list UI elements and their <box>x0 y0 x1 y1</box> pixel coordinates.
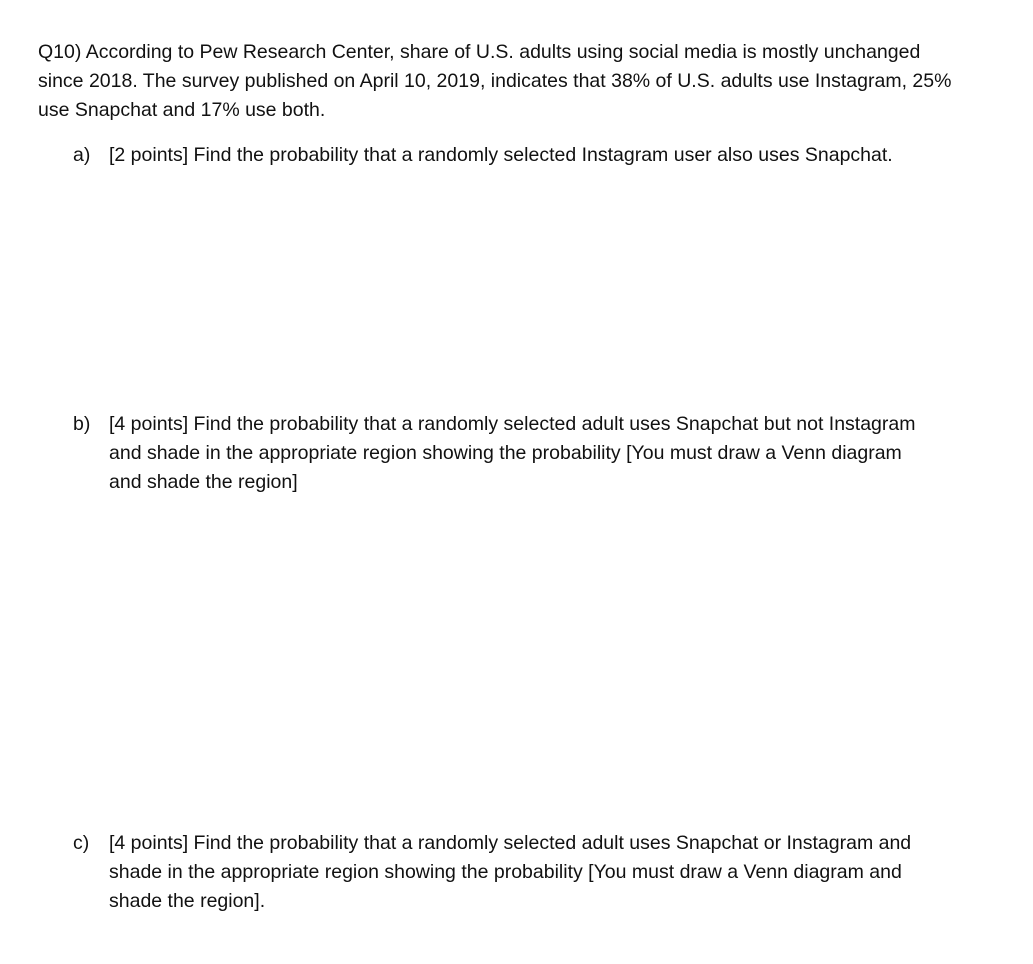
part-c-marker: c) <box>73 832 90 854</box>
part-a-text <box>109 141 989 170</box>
part-b-marker: b) <box>73 413 91 435</box>
part-c-line: [4 points] Find the probability that a randomly selected adult uses Snapchat or Instagram and <box>109 832 912 854</box>
part-a-marker: a) <box>73 144 91 166</box>
question-intro <box>38 38 998 125</box>
part-b-text <box>109 410 989 497</box>
answer-space-b <box>38 500 998 820</box>
question-line: use Snapchat and 17% use both. <box>38 99 326 121</box>
part-b-line: [4 points] Find the probability that a randomly selected adult uses Snapchat but not Instagram <box>109 413 916 435</box>
part-c-line: shade the region]. <box>109 890 266 912</box>
question-line: since 2018. The survey published on April 10, 2019, indicates that 38% of U.S. adults use Instagram, 25% <box>38 70 952 92</box>
part-b-line: and shade the region] <box>109 471 298 493</box>
question-line: Q10) According to Pew Research Center, share of U.S. adults using social media is mostly unchanged <box>38 41 921 63</box>
answer-space-a <box>38 185 998 400</box>
part-c-text <box>109 829 989 916</box>
part-a-line: [2 points] Find the probability that a randomly selected Instagram user also uses Snapchat. <box>109 144 893 166</box>
part-c-line: shade in the appropriate region showing the probability [You must draw a Venn diagram and <box>109 861 902 883</box>
part-b-line: and shade in the appropriate region showing the probability [You must draw a Venn diagram <box>109 442 902 464</box>
